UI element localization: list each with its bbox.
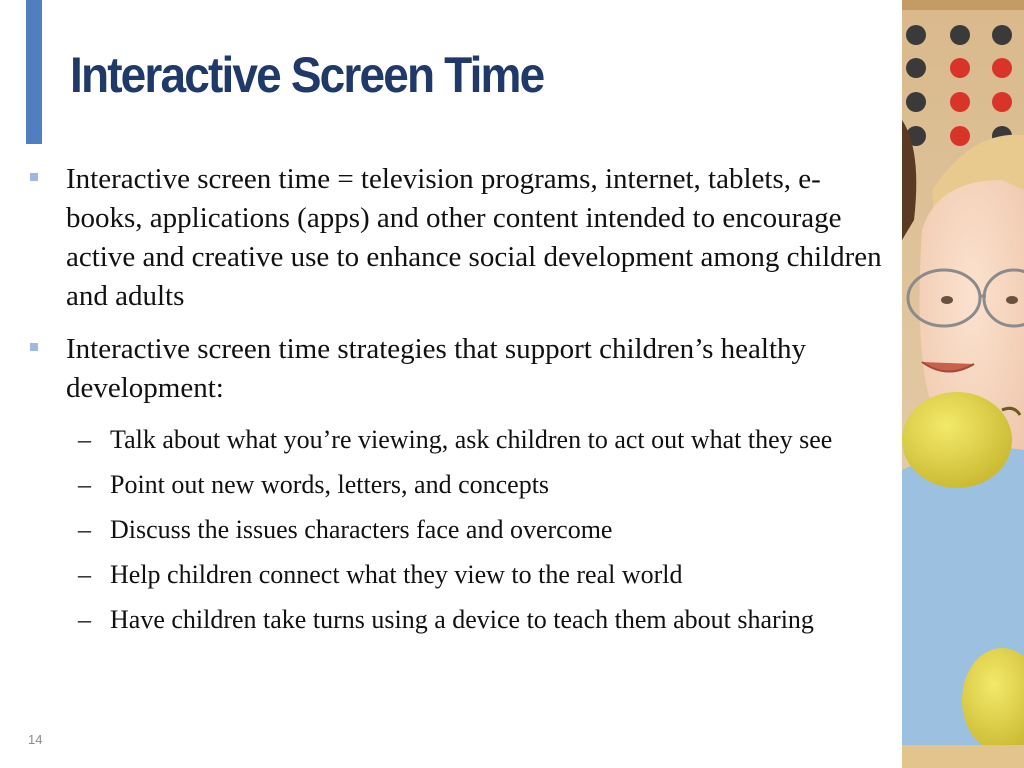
bullet-text: Interactive screen time = television programs, internet, tablets, e-books, applications (apps) and other content intended to encourage active and creative use to enhance social development among children and adults bbox=[66, 163, 882, 312]
sub-bullet-item bbox=[78, 512, 888, 547]
sub-bullet-item bbox=[78, 602, 888, 637]
dash-bullet-icon: – bbox=[78, 515, 91, 544]
sub-bullet-text: Help children connect what they view to the real world bbox=[110, 560, 683, 589]
sub-bullet-text: Have children take turns using a device to teach them about sharing bbox=[110, 605, 814, 634]
sub-bullet-item bbox=[78, 422, 888, 457]
slide-content bbox=[28, 160, 888, 647]
sub-bullet-text: Discuss the issues characters face and overcome bbox=[110, 515, 613, 544]
sub-bullet-text: Point out new words, letters, and concepts bbox=[110, 470, 550, 499]
dash-bullet-icon: – bbox=[78, 470, 91, 499]
sub-bullet-text: Talk about what you’re viewing, ask children to act out what they see bbox=[110, 425, 833, 454]
dash-bullet-icon: – bbox=[78, 560, 91, 589]
bullet-item bbox=[28, 330, 888, 408]
slide-title: Interactive Screen Time bbox=[70, 47, 544, 103]
title-accent-bar bbox=[26, 0, 42, 144]
sub-bullet-item bbox=[78, 557, 888, 592]
bullet-text: Interactive screen time strategies that support children’s healthy development: bbox=[66, 333, 807, 404]
square-bullet-icon bbox=[30, 343, 38, 351]
child-photo bbox=[902, 0, 1024, 768]
dash-bullet-icon: – bbox=[78, 425, 91, 454]
sub-bullet-list bbox=[28, 422, 888, 637]
bullet-item bbox=[28, 160, 888, 316]
dash-bullet-icon: – bbox=[78, 605, 91, 634]
sub-bullet-item bbox=[78, 467, 888, 502]
square-bullet-icon bbox=[30, 173, 38, 181]
page-number: 14 bbox=[28, 732, 43, 747]
